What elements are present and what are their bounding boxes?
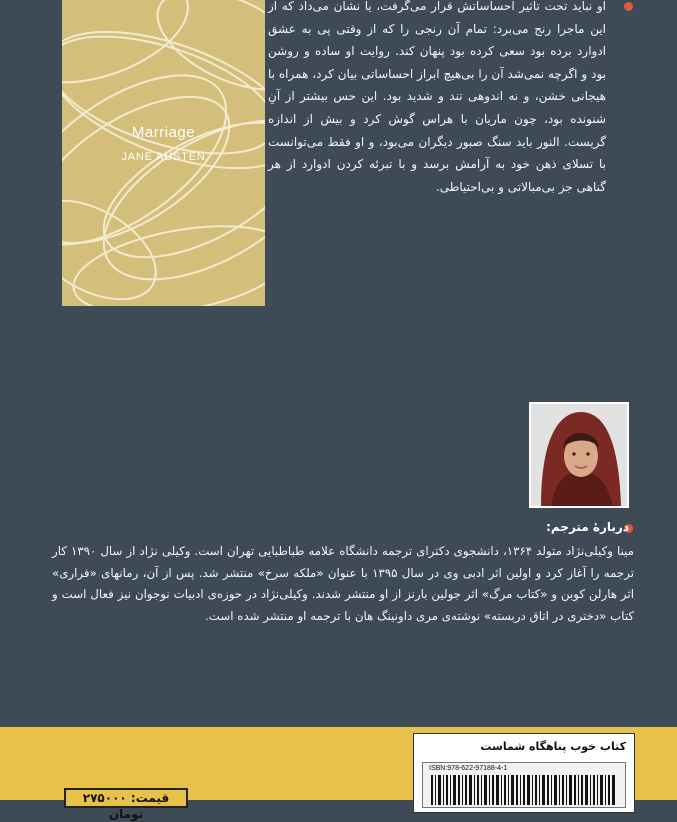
cover-author: JANE AUSTEN [121,151,206,163]
bullet-icon [624,2,633,11]
publisher-box [413,733,635,813]
publisher-slogan: کتاب خوب پناهگاه شماست [480,740,626,753]
portrait-image [531,404,627,506]
translator-photo [529,402,629,508]
translator-bio: مینا وکیلی‌نژاد متولد ۱۳۶۴، دانشجوی دکترای ترجمه دانشگاه علامه طباطبایی تهران است. وکیلی نژاد از سال ۱۳۹۰ کار ترجمه را آغاز کرد و اولین اثر ادبی وی در سال ۱۳۹۵ با عنوان «ملکه سرخ» منتشر شد. پس از آن، رمانهای «فراری» اثر هارلن کوبن و «کتاب مرگ» اثر جولین بارنز از او منتشر شدند. وکیلی‌نژاد در حوزه‌ی ادبیات نوجوان نیز فعال است و کتاب «دختری در اتاق دربسته» نوشته‌ی مری داونینگ هان با ترجمه او منتشر شده است. [52,544,634,623]
cover-title: Marriage [131,124,196,141]
translator-heading: دربارهٔ مترجم: [546,520,629,534]
isbn-text: ISBN:978-622-97188-4-1 [429,765,508,772]
barcode-bars [429,775,619,805]
book-cover-image [62,0,265,306]
excerpt-paragraph: او نباید تحت تأثیر احساساتش قرار می‌گرفت، یا نشان می‌داد که از این ماجرا رنج می‌برد: تمام آن رنجی را که از وقتی پی به عشق ادوارد برده بود سعی کرده بود پنهان کند. روایت او ساده و روشن بود و اگرچه نمی‌شد آن را بی‌هیچ ابراز احساساتی بیان کرد، همراه با هیجانی خشن، و نه اندوهی تند و شدید بود. این حس بیشتر از آنِ شنونده بود، چون ماریان با هراس گوش کرد و بیش از اندازه گریست. النور باید سنگ صبور دیگران می‌بود، و او فقط می‌توانست با تسلای ذهن خود به آرامش برسد و با تبرئه کردن ادوارد از هر گناهی جز بی‌مبالاتی و بی‌احتیاطی. [268,0,606,194]
price-label: قیمت: ۲۷۵۰۰۰ تومان [64,788,188,808]
barcode [422,762,626,808]
